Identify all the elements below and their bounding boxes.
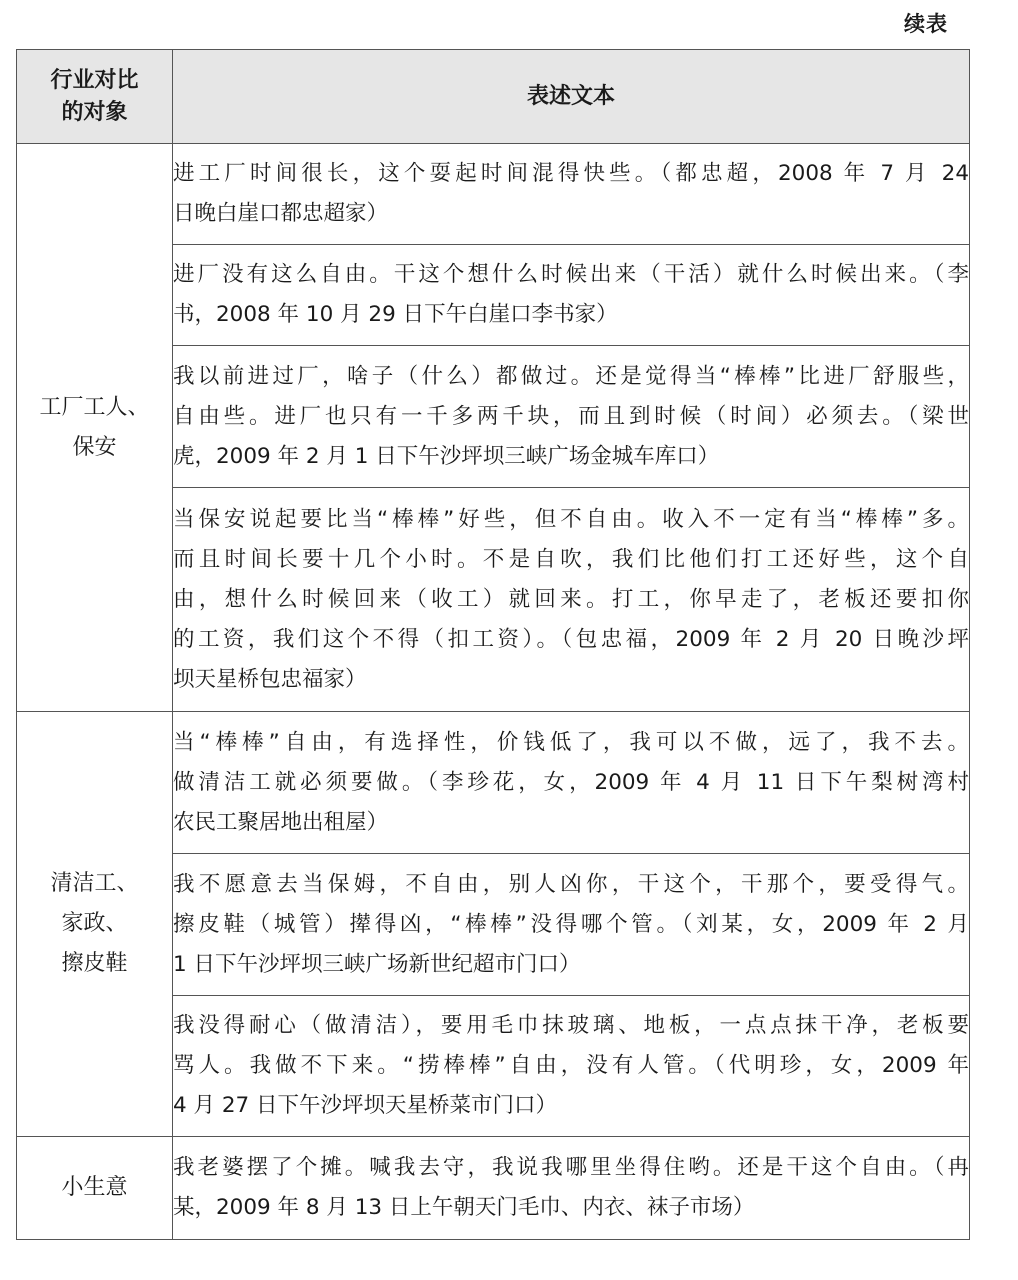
statement-line: 书，2008 年 10 月 29 日下午白崖口李书家） bbox=[173, 302, 618, 327]
header-line: 行业对比 bbox=[50, 67, 139, 93]
statement-line: 我老婆摆了个摊。喊我去守，我说我哪里坐得住哟。还是干这个自由。（冉 bbox=[173, 1155, 969, 1180]
header-line: 的对象 bbox=[61, 99, 128, 125]
statement-cell bbox=[173, 1137, 970, 1240]
statement-line: 农民工聚居地出租屋） bbox=[173, 809, 389, 835]
statement-cell bbox=[173, 346, 970, 488]
statement-line: 虎，2009 年 2 月 1 日下午沙坪坝三峡广场金城车库口） bbox=[173, 443, 720, 469]
table-row bbox=[17, 144, 970, 245]
category-cell-small-business bbox=[17, 1137, 173, 1240]
statement-line: 我没得耐心（做清洁），要用毛巾抹玻璃、地板，一点点抹干净，老板要 bbox=[173, 1013, 969, 1038]
statement-line: 骂人。我做不下来。“捞棒棒”自由，没有人管。（代明珍，女，2009 年 bbox=[173, 1053, 969, 1078]
statement-line: 而且时间长要十几个小时。不是自吹，我们比他们打工还好些，这个自 bbox=[173, 546, 969, 572]
statement-line: 自由些。进厂也只有一千多两千块，而且到时候（时间）必须去。（梁世 bbox=[173, 403, 969, 429]
statement-cell bbox=[173, 245, 970, 346]
category-cell-factory bbox=[17, 144, 173, 712]
table-continued-label: 续表 bbox=[904, 12, 948, 36]
statement-line: 当保安说起要比当“棒棒”好些，但不自由。收入不一定有当“棒棒”多。 bbox=[173, 506, 969, 532]
category-line: 保安 bbox=[72, 434, 117, 460]
header-comparison-object bbox=[17, 50, 173, 144]
statement-cell bbox=[173, 144, 970, 245]
statement-line: 的工资，我们这个不得（扣工资）。（包忠福，2009 年 2 月 20 日晚沙坪 bbox=[173, 626, 969, 652]
statement-cell bbox=[173, 996, 970, 1137]
table-row bbox=[17, 712, 970, 854]
category-line: 清洁工、 bbox=[50, 871, 139, 896]
statement-line: 日晚白崖口都忠超家） bbox=[173, 201, 389, 226]
statement-cell bbox=[173, 854, 970, 996]
statement-cell bbox=[173, 712, 970, 854]
category-line: 工厂工人、 bbox=[39, 394, 150, 420]
statement-line: 我以前进过厂，啥子（什么）都做过。还是觉得当“棒棒”比进厂舒服些， bbox=[173, 363, 969, 389]
category-line: 小生意 bbox=[61, 1175, 128, 1200]
statement-line: 由，想什么时候回来（收工）就回来。打工，你早走了，老板还要扣你 bbox=[173, 586, 969, 612]
statement-line: 进厂没有这么自由。干这个想什么时候出来（干活）就什么时候出来。（李 bbox=[173, 262, 969, 287]
category-line: 擦皮鞋 bbox=[61, 951, 128, 976]
category-line: 家政、 bbox=[61, 911, 128, 936]
statement-line: 4 月 27 日下午沙坪坝天星桥菜市门口） bbox=[173, 1093, 558, 1118]
statement-cell bbox=[173, 488, 970, 712]
statement-line: 擦皮鞋（城管）撵得凶，“棒棒”没得哪个管。（刘某，女，2009 年 2 月 bbox=[173, 911, 969, 937]
comparison-table bbox=[16, 49, 970, 1240]
statement-line: 当“棒棒”自由，有选择性，价钱低了，我可以不做，远了，我不去。 bbox=[173, 729, 969, 755]
category-cell-cleaning bbox=[17, 712, 173, 1137]
statement-line: 进工厂时间很长，这个耍起时间混得快些。（都忠超，2008 年 7 月 24 bbox=[173, 161, 969, 186]
table-row bbox=[17, 1137, 970, 1240]
statement-line: 某，2009 年 8 月 13 日上午朝天门毛巾、内衣、袜子市场） bbox=[173, 1195, 755, 1220]
statement-line: 我不愿意去当保姆，不自由，别人凶你，干这个，干那个，要受得气。 bbox=[173, 871, 969, 897]
statement-line: 做清洁工就必须要做。（李珍花，女，2009 年 4 月 11 日下午梨树湾村 bbox=[173, 769, 969, 795]
header-statement-text: 表述文本 bbox=[173, 50, 970, 144]
header-row bbox=[17, 50, 970, 144]
statement-line: 坝天星桥包忠福家） bbox=[173, 666, 367, 692]
statement-line: 1 日下午沙坪坝三峡广场新世纪超市门口） bbox=[173, 951, 581, 977]
